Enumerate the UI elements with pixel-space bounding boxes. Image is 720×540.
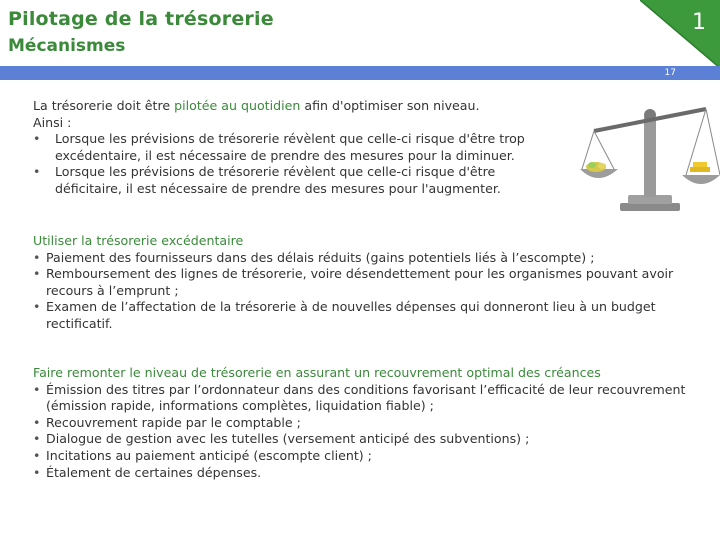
list-item: • Recouvrement rapide par le comptable ;: [33, 415, 693, 432]
header-bar: [0, 66, 720, 80]
section-heading: Utiliser la trésorerie excédentaire: [33, 233, 244, 248]
intro-block: [33, 98, 563, 198]
list-item: • Examen de l’affectation de la trésorerie à de nouvelles dépenses qui donneront lieu à un budget rectificatif.: [33, 299, 713, 332]
section-heading: Faire remonter le niveau de trésorerie en assurant un recouvrement optimal des créances: [33, 365, 601, 380]
intro-bullet: • Lorsque les prévisions de trésorerie révèlent que celle-ci risque d'être déficitaire, il est nécessaire de prendre des mesures pour l'augmenter.: [33, 164, 563, 197]
section-raise-cash: [33, 365, 693, 481]
list-item: • Remboursement des lignes de trésorerie, voire désendettement pour les organismes pouvant avoir recours à l’emprunt ;: [33, 266, 713, 299]
page-number: 17: [664, 68, 676, 78]
intro-bullet: • Lorsque les prévisions de trésorerie révèlent que celle-ci risque d'être trop excédentaire, il est nécessaire de prendre des mesures pour la diminuer.: [33, 131, 563, 164]
intro-line2: Ainsi :: [33, 114, 72, 130]
page-title: Pilotage de la trésorerie: [8, 8, 274, 30]
list-item: • Paiement des fournisseurs dans des délais réduits (gains potentiels liés à l’escompte) ;: [33, 250, 713, 267]
list-item: • Étalement de certaines dépenses.: [33, 465, 693, 482]
intro-line1: La trésorerie doit être pilotée au quotidien afin d'optimiser son niveau.: [33, 98, 480, 113]
list-item: • Émission des titres par l’ordonnateur dans des conditions favorisant l’efficacité de leur recouvrement (émission rapide, informations complètes, liquidation fiable) ;: [33, 382, 693, 415]
list-item: • Dialogue de gestion avec les tutelles (versement anticipé des subventions) ;: [33, 431, 693, 448]
balance-scale-icon: [580, 95, 720, 215]
page-subtitle: Mécanismes: [8, 36, 126, 56]
list-item: • Incitations au paiement anticipé (escompte client) ;: [33, 448, 693, 465]
section-excess-cash: [33, 233, 713, 333]
intro-highlight: pilotée au quotidien: [174, 98, 301, 113]
corner-number: 1: [692, 10, 706, 35]
corner-tab: [640, 0, 720, 70]
